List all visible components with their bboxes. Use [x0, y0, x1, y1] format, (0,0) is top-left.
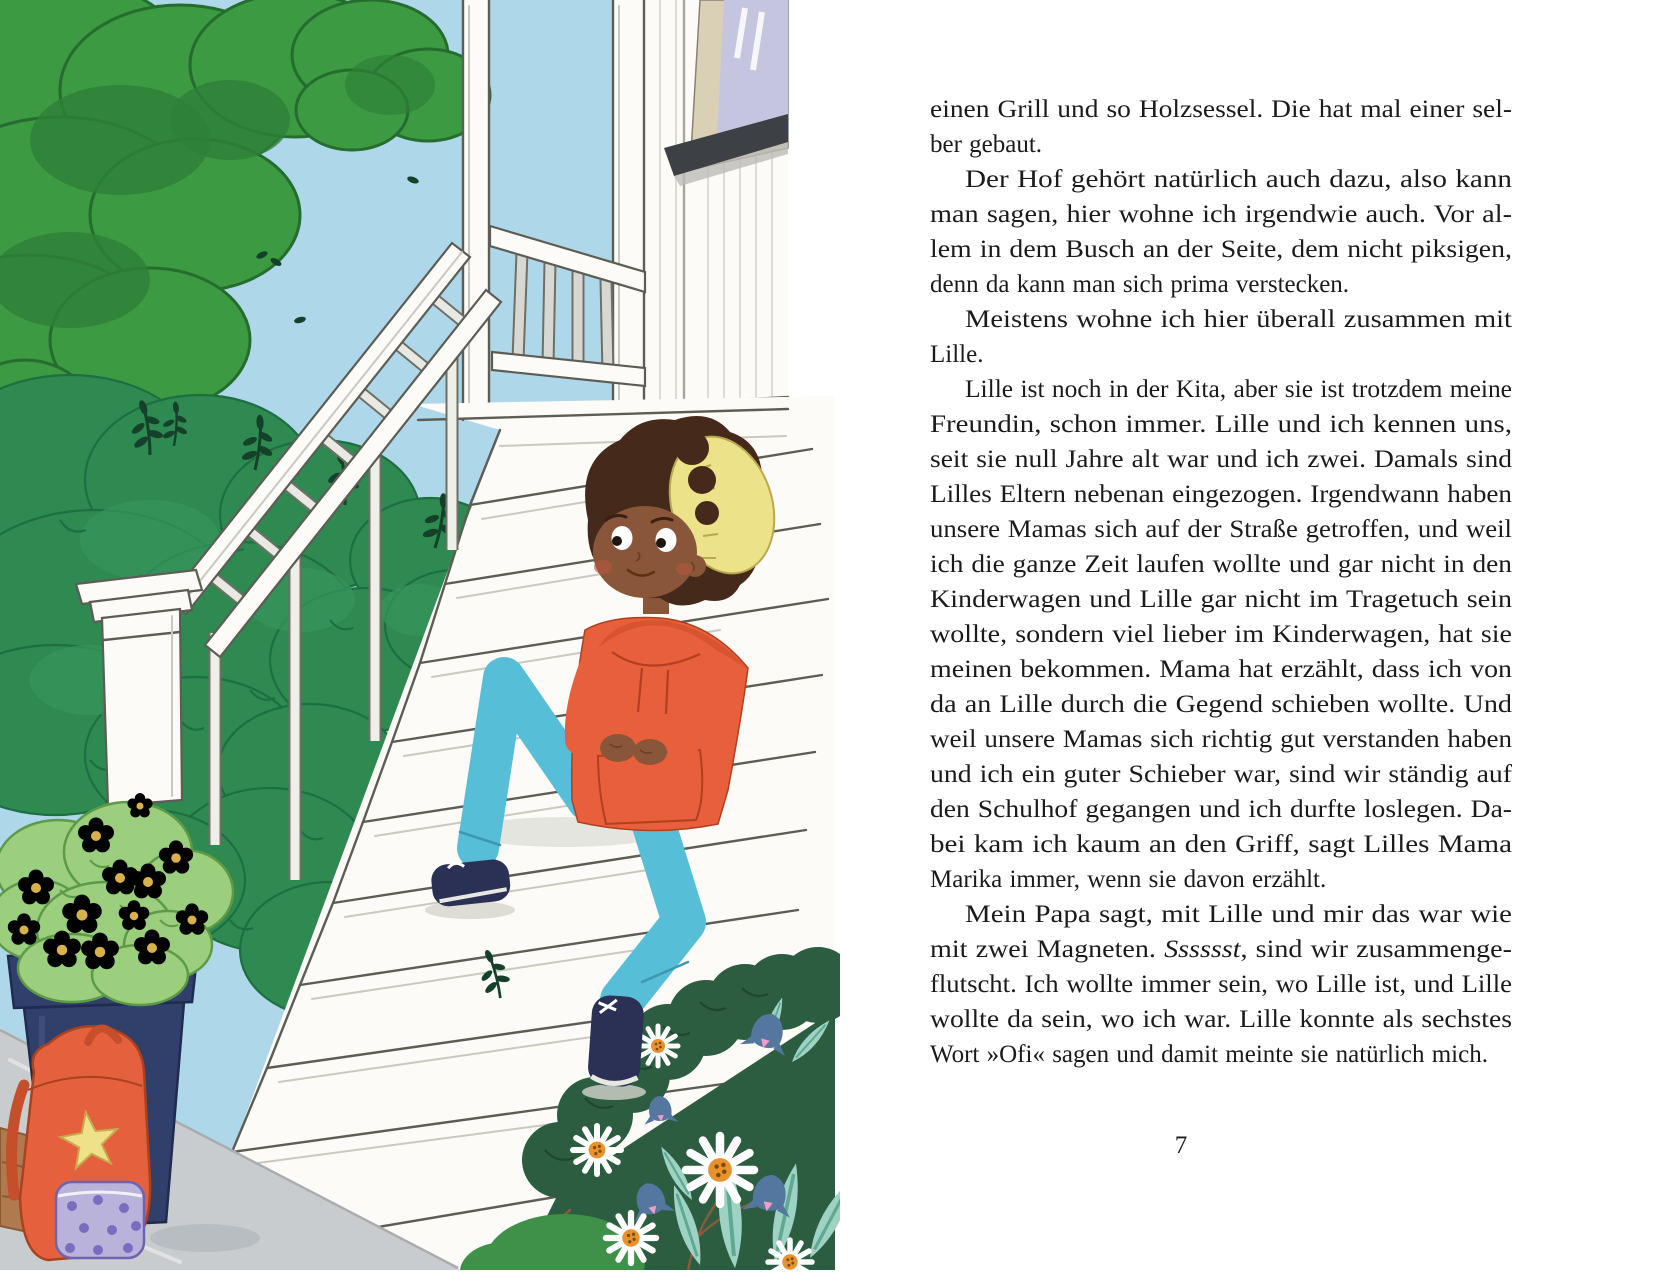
text-line: wollte da sein, wo ich war. Lille konnte als sechstes	[930, 1006, 1512, 1033]
text-line: einen Grill und so Holzsessel. Die hat mal einer sel-	[930, 96, 1512, 123]
text-line: ber gebaut.	[930, 131, 1043, 158]
text-line: Marika immer, wenn sie davon erzählt.	[930, 866, 1327, 893]
text-line: lem in dem Busch an der Seite, dem nicht piksigen,	[930, 236, 1512, 263]
boy-torso	[572, 618, 748, 831]
text-line: Wort »Ofi« sagen und damit meinte sie natürlich mich.	[930, 1041, 1488, 1068]
backpack	[12, 1026, 151, 1260]
text-line: Lilles Eltern nebenan eingezogen. Irgendwann haben	[930, 481, 1512, 508]
text-line: denn da kann man sich prima verstecken.	[930, 271, 1350, 298]
text-line: Lille ist noch in der Kita, aber sie ist trotzdem meine	[965, 376, 1512, 403]
text-line: weil unsere Mamas sich richtig gut verstanden haben	[930, 726, 1512, 753]
text-line: Freundin, schon immer. Lille und ich kennen uns,	[930, 411, 1512, 438]
text-line: unsere Mamas sich auf der Straße getroffen, und weil	[930, 516, 1512, 543]
text-line: und ich ein guter Schieber war, sind wir ständig auf	[930, 761, 1512, 788]
text-line: ich die ganze Zeit laufen wollte und gar nicht in den	[930, 551, 1512, 578]
text-line: bei kam ich kaum an den Griff, sagt Lilles Mama	[930, 831, 1512, 858]
text-line: Meistens wohne ich hier überall zusammen mit	[965, 306, 1512, 333]
text-line: den Schulhof gegangen und ich durfte loslegen. Da-	[930, 796, 1512, 823]
text-line: mit zwei Magneten. Sssssst, sind wir zusammenge-	[930, 936, 1512, 963]
page-number: 7	[1174, 1132, 1188, 1159]
text-line: da an Lille durch die Gegend schieben wollte. Und	[930, 691, 1512, 718]
text-line: man sagen, hier wohne ich irgendwie auch. Vor al-	[930, 201, 1512, 228]
text-line: Kinderwagen und Lille gar nicht im Tragetuch sein	[930, 586, 1512, 613]
text-line: meinen bekommen. Mama hat erzählt, dass ich von	[930, 656, 1512, 683]
text-line: seit sie null Jahre alt war und ich zwei. Damals sind	[930, 446, 1512, 473]
italic-text: Sssssst	[1164, 936, 1241, 963]
text-line: Mein Papa sagt, mit Lille und mir das war wie	[965, 901, 1512, 928]
page-text-column	[930, 92, 1512, 1072]
text-line: wollte, sondern viel lieber im Kinderwagen, hat sie	[930, 621, 1512, 648]
text-line: Der Hof gehört natürlich auch dazu, also kann	[965, 166, 1512, 193]
text-line: flutscht. Ich wollte immer sein, wo Lille ist, und Lille	[930, 971, 1512, 998]
text-line: Lille.	[930, 341, 984, 368]
